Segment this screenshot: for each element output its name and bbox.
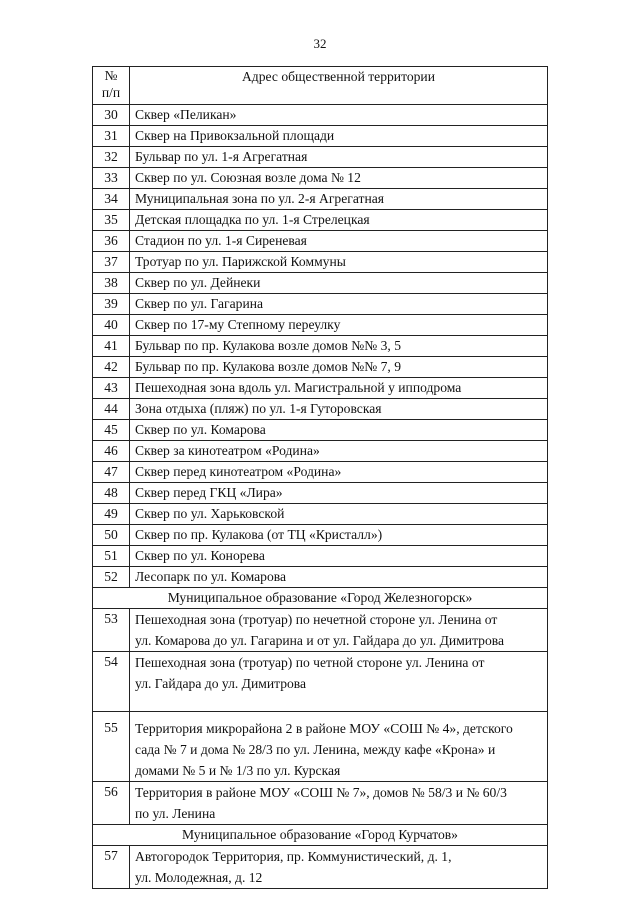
row-address: Сквер по пр. Кулакова (от ТЦ «Кристалл») [130,525,548,546]
territories-table [92,66,548,889]
section-row [93,588,548,609]
row-number: 38 [93,273,130,294]
row-address: Лесопарк по ул. Комарова [130,567,548,588]
table-row [93,252,548,273]
row-address-line: по ул. Ленина [135,806,216,821]
row-number: 30 [93,105,130,126]
table-row [93,294,548,315]
row-address: Бульвар по ул. 1-я Агрегатная [130,147,548,168]
row-address: Бульвар по пр. Кулакова возле домов №№ 3, 5 [130,336,548,357]
row-address: Сквер «Пеликан» [130,105,548,126]
column-header-address: Адрес общественной территории [130,67,548,105]
section-row [93,825,548,846]
row-address: Сквер перед ГКЦ «Лира» [130,483,548,504]
row-number: 35 [93,210,130,231]
row-number: 39 [93,294,130,315]
row-address [130,712,548,782]
table-row [93,357,548,378]
row-number: 54 [93,652,130,712]
table-row [93,231,548,252]
table-row [93,483,548,504]
table-row [93,378,548,399]
row-number: 45 [93,420,130,441]
row-address-line: Автогородок Территория, пр. Коммунистический, д. 1, [135,849,452,864]
row-address-line: ул. Комарова до ул. Гагарина и от ул. Гайдара до ул. Димитрова [135,633,505,648]
row-address-line: ул. Молодежная, д. 12 [135,870,263,885]
row-number: 36 [93,231,130,252]
section-title-zheleznogorsk: Муниципальное образование «Город Железногорск» [93,588,548,609]
row-number: 57 [93,846,130,889]
row-address: Сквер по ул. Дейнеки [130,273,548,294]
row-address: Сквер по ул. Харьковской [130,504,548,525]
row-number: 32 [93,147,130,168]
table-row [93,273,548,294]
page-number: 32 [313,36,327,51]
table-row [93,782,548,825]
table-row [93,315,548,336]
table-header-row [93,67,548,105]
row-address: Стадион по ул. 1-я Сиреневая [130,231,548,252]
table-row [93,712,548,782]
row-number: 33 [93,168,130,189]
table-row [93,336,548,357]
row-address-line: Пешеходная зона (тротуар) по нечетной стороне ул. Ленина от [135,612,498,627]
table-row [93,525,548,546]
row-address: Сквер на Привокзальной площади [130,126,548,147]
row-address: Сквер по ул. Комарова [130,420,548,441]
row-number: 31 [93,126,130,147]
table-row [93,462,548,483]
row-number: 52 [93,567,130,588]
column-header-number-line2: п/п [101,85,121,100]
row-address-line: Пешеходная зона (тротуар) по четной стороне ул. Ленина от [135,655,485,670]
row-number: 47 [93,462,130,483]
column-header-number-line1: № [104,68,118,83]
table-row [93,189,548,210]
row-address [130,846,548,889]
row-number: 41 [93,336,130,357]
table-row [93,567,548,588]
row-number: 42 [93,357,130,378]
table-row [93,168,548,189]
row-number: 43 [93,378,130,399]
row-number: 50 [93,525,130,546]
row-address: Муниципальная зона по ул. 2-я Агрегатная [130,189,548,210]
row-address: Сквер по ул. Конорева [130,546,548,567]
row-address-line: Территория в районе МОУ «СОШ № 7», домов № 58/3 и № 60/3 [135,785,507,800]
row-number: 51 [93,546,130,567]
row-number: 56 [93,782,130,825]
row-address-line: сада № 7 и дома № 28/3 по ул. Ленина, между кафе «Крона» и [135,742,496,757]
row-address: Сквер перед кинотеатром «Родина» [130,462,548,483]
row-address: Бульвар по пр. Кулакова возле домов №№ 7, 9 [130,357,548,378]
row-spacer [135,694,543,708]
section-title-kurchatov: Муниципальное образование «Город Курчатов» [93,825,548,846]
row-number: 34 [93,189,130,210]
table-row [93,609,548,652]
row-address: Зона отдыха (пляж) по ул. 1-я Гуторовская [130,399,548,420]
row-address: Сквер за кинотеатром «Родина» [130,441,548,462]
row-number: 40 [93,315,130,336]
row-address: Сквер по 17-му Степному переулку [130,315,548,336]
row-number: 48 [93,483,130,504]
row-number: 44 [93,399,130,420]
row-address: Сквер по ул. Гагарина [130,294,548,315]
table-row [93,441,548,462]
table-row [93,652,548,712]
table-row [93,546,548,567]
row-address-line: домами № 5 и № 1/3 по ул. Курская [135,763,341,778]
row-number: 46 [93,441,130,462]
row-number: 37 [93,252,130,273]
row-address-line: Территория микрорайона 2 в районе МОУ «СОШ № 4», детского [135,721,513,736]
row-number: 49 [93,504,130,525]
table-row [93,504,548,525]
row-address: Сквер по ул. Союзная возле дома № 12 [130,168,548,189]
row-address: Детская площадка по ул. 1-я Стрелецкая [130,210,548,231]
column-header-number [93,67,130,105]
row-address-line: ул. Гайдара до ул. Димитрова [135,676,307,691]
row-number: 55 [93,712,130,782]
table-row [93,210,548,231]
table-row [93,126,548,147]
row-address [130,609,548,652]
table-row [93,399,548,420]
row-number: 53 [93,609,130,652]
row-address: Тротуар по ул. Парижской Коммуны [130,252,548,273]
row-address [130,782,548,825]
table-row [93,147,548,168]
row-address [130,652,548,712]
table-row [93,105,548,126]
row-address: Пешеходная зона вдоль ул. Магистральной у ипподрома [130,378,548,399]
table-row [93,846,548,889]
table-row [93,420,548,441]
